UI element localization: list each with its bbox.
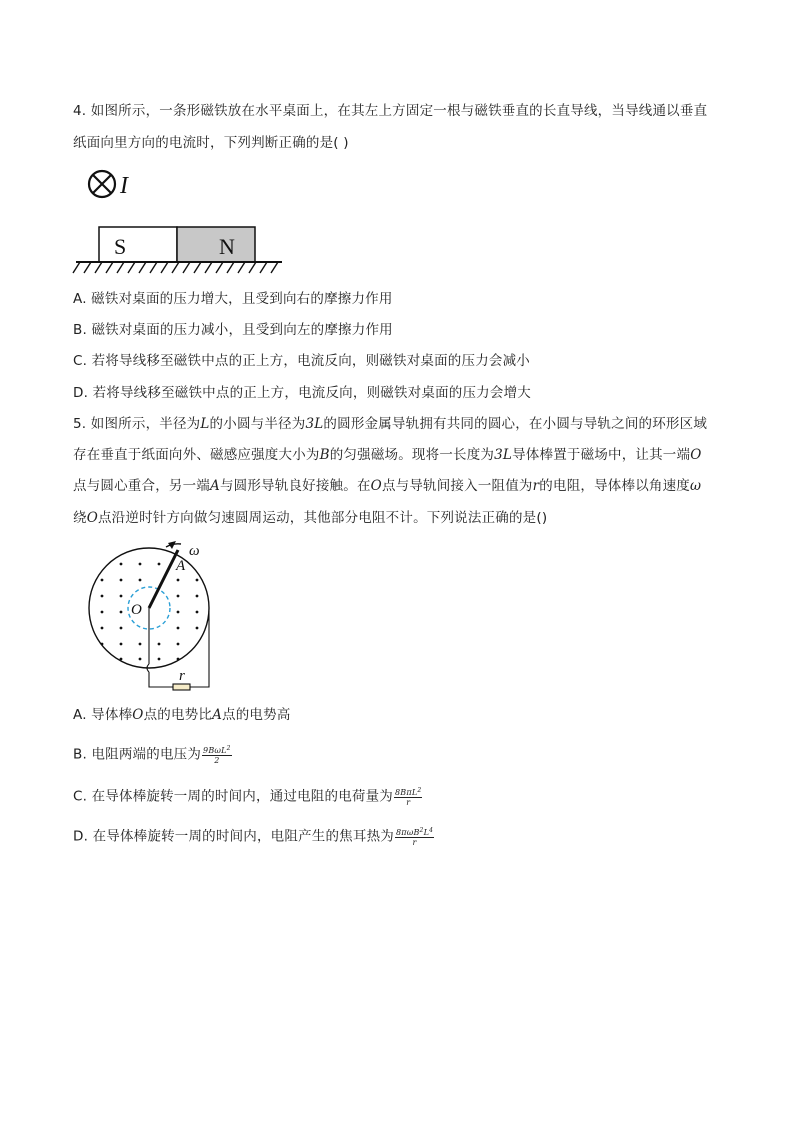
q4-option-a: A. 磁铁对桌面的压力增大，且受到向右的摩擦力作用 bbox=[73, 291, 393, 307]
q5-option-a: A. 导体棒O点的电势比A点的电势高 bbox=[73, 707, 291, 723]
resistor bbox=[173, 684, 190, 690]
point-o-label: O bbox=[131, 602, 142, 618]
fraction-9bwl2-over-2: $\frac{9B\omega L^2}{2}$ bbox=[203, 745, 231, 765]
external-circuit bbox=[149, 672, 173, 687]
q5-stem-line1: 5. 如图所示，半径为L的小圆与半径为3L的圆形金属导轨拥有共同的圆心，在小圆与导轨之间的环形区域 bbox=[73, 416, 708, 432]
q5-option-c: C. 在导体棒旋转一周的时间内，通过电阻的电荷量为 $\frac{8B\pi L^2}{r}$ bbox=[73, 787, 422, 807]
q5-stem-line4: 绕O点沿逆时针方向做匀速圆周运动，其他部分电阻不计。下列说法正确的是() bbox=[73, 510, 548, 526]
table-hatching bbox=[73, 262, 278, 273]
q4-option-c: C. 若将导线移至磁铁中点的正上方，电流反向，则磁铁对桌面的压力会减小 bbox=[73, 353, 531, 369]
magnet-north-half bbox=[177, 227, 255, 262]
q5-stem-line2: 存在垂直于纸面向外、磁感应强度大小为B的匀强磁场。现将一长度为3L导体棒置于磁场中，让其一端O bbox=[73, 447, 702, 463]
conductor-rod bbox=[149, 550, 178, 608]
q5-figure-circuit bbox=[82, 538, 222, 694]
magnet-south-label: S bbox=[114, 234, 127, 259]
fraction-8bpil2-over-r: $\frac{8B\pi L^2}{r}$ bbox=[395, 787, 422, 807]
magnet-north-label: N bbox=[219, 234, 235, 259]
q5-option-b: B. 电阻两端的电压为 $\frac{9B\omega L^2}{2}$ bbox=[73, 745, 231, 765]
current-label: I bbox=[120, 173, 128, 199]
resistor-label: r bbox=[179, 668, 185, 684]
q4-option-b: B. 磁铁对桌面的压力减小，且受到向左的摩擦力作用 bbox=[73, 322, 393, 338]
q4-stem-line2: 纸面向里方向的电流时，下列判断正确的是( ) bbox=[73, 135, 349, 151]
q4-option-d: D. 若将导线移至磁铁中点的正上方，电流反向，则磁铁对桌面的压力会增大 bbox=[73, 385, 531, 401]
q5-option-d: D. 在导体棒旋转一周的时间内，电阻产生的焦耳热为 $\frac{8\pi\omega B^2L^4}{r}$ bbox=[73, 827, 434, 847]
point-a-label: A bbox=[176, 558, 186, 574]
q4-stem-line1: 4. 如图所示，一条形磁铁放在水平桌面上，在其左上方固定一根与磁铁垂直的长直导线，当导线通以垂直 bbox=[73, 103, 708, 119]
q4-figure-magnet bbox=[70, 160, 290, 280]
fraction-8piwb2l4-over-r: $\frac{8\pi\omega B^2L^4}{r}$ bbox=[395, 827, 434, 847]
omega-label: ω bbox=[189, 543, 200, 559]
q5-stem-line3: 点与圆心重合，另一端A与圆形导轨良好接触。在O点与导轨间接入一阻值为r的电阻，导体棒以角速度ω bbox=[73, 478, 702, 494]
